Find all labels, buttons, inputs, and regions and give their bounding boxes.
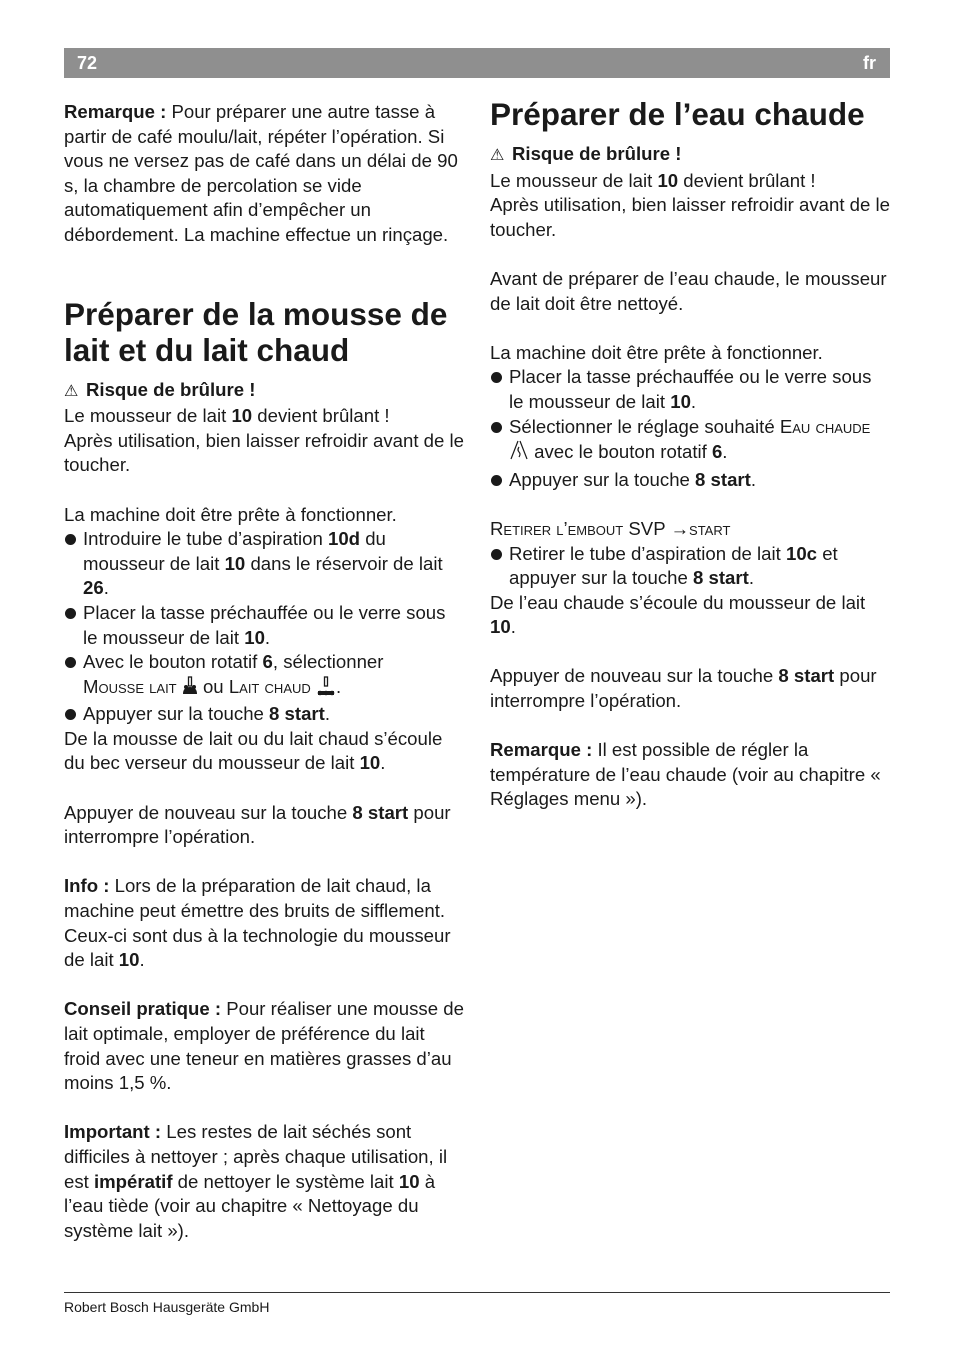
section-heading-milk: Préparer de la mousse de lait et du lait chaud (64, 295, 448, 368)
footer-company: Robert Bosch Hausgeräte GmbH (64, 1299, 270, 1315)
display-text-eau-chaude: Eau chaude (779, 415, 871, 437)
important-paragraph: Important : Les restes de lait séchés sont difficiles à nettoyer ; après chaque utilisation, il est impératif de nettoyer le système lait 10 à l’eau tiède (voir au chapitre « Nettoyage du système lait »). (64, 1121, 448, 1241)
flow-text: De l’eau chaude s’écoule du mousseur de lait 10. (490, 591, 866, 638)
remark-paragraph: Remarque : Il est possible de régler la température de l’eau chaude (voir au chapitre « Réglages menu »). (490, 739, 881, 810)
list-item: Placer la tasse préchauffée ou le verre sous le mousseur de lait 10. (490, 365, 890, 414)
display-message: Retirer l’embout SVP →start (490, 517, 731, 539)
warning-text: Le mousseur de lait 10 devient brûlant ! Après utilisation, bien laisser refroidir avant de le toucher. (64, 405, 464, 476)
stop-text: Appuyer de nouveau sur la touche 8 start pour interrompre l’opération. (490, 665, 877, 712)
list-item: Placer la tasse préchauffée ou le verre sous le mousseur de lait 10. (64, 601, 464, 650)
page-number: 72 (77, 53, 98, 73)
warning-triangle-icon: ⚠ (64, 382, 79, 400)
steps-list-2 (490, 542, 890, 591)
footer-divider (64, 1292, 890, 1293)
language-code: fr (863, 53, 876, 73)
ready-text: La machine doit être prête à fonctionner. (490, 341, 823, 363)
display-text-mousse-lait: Mousse lait (83, 675, 177, 697)
warning-text: Le mousseur de lait 10 devient brûlant ! Après utilisation, bien laisser refroidir avant de le toucher. (490, 169, 890, 240)
list-item: Appuyer sur la touche 8 start. (490, 468, 890, 493)
steps-list (64, 527, 464, 727)
flow-text: De la mousse de lait ou du lait chaud s’écoule du bec verseur du mousseur de lait 10. (64, 727, 443, 774)
section-heading-hot-water: Préparer de l’eau chaude (490, 96, 865, 132)
clean-text: Avant de préparer de l’eau chaude, le mousseur de lait doit être nettoyé. (490, 267, 887, 314)
info-paragraph: Info : Lors de la préparation de lait chaud, la machine peut émettre des bruits de sifflement. Ceux-ci sont dus à la technologie du mousseur de lait 10. (64, 875, 451, 971)
milk-foam-icon (182, 676, 198, 703)
left-column (64, 100, 464, 1243)
remark-paragraph (64, 100, 464, 248)
list-item: Sélectionner le réglage souhaité Eau chaude avec le bouton rotatif 6. (490, 415, 890, 468)
warning-title: ⚠ Risque de brûlure ! (490, 142, 890, 169)
list-item: Retirer le tube d’aspiration de lait 10c et appuyer sur la touche 8 start. (490, 542, 890, 591)
tip-paragraph: Conseil pratique : Pour réaliser une mousse de lait optimale, employer de préférence du lait froid avec une teneur en matières grasses d’au moins 1,5 %. (64, 998, 464, 1094)
list-item: Introduire le tube d’aspiration 10d du mousseur de lait 10 dans le réservoir de lait 26. (64, 527, 464, 601)
remark-label: Remarque : (64, 101, 167, 122)
steps-list (490, 365, 890, 492)
page-header-bar (64, 48, 890, 78)
remark-text: Pour préparer une autre tasse à partir de café moulu/lait, répéter l’opération. Si vous ne versez pas de café dans un délai de 90 s, la chambre de percolation se vide automatiquement afin d’empêcher un débordement. La machine effectue un rinçage. (64, 101, 458, 245)
hot-milk-icon (316, 676, 336, 703)
warning-triangle-icon: ⚠ (490, 147, 505, 164)
list-item: Avec le bouton rotatif 6, sélectionner Mousse lait ou Lait chaud . (64, 650, 464, 702)
stop-text: Appuyer de nouveau sur la touche 8 start pour interrompre l’opération. (64, 801, 451, 848)
display-text-lait-chaud: Lait chaud (228, 675, 311, 697)
right-column (490, 96, 890, 812)
hot-water-icon (509, 439, 529, 468)
list-item: Appuyer sur la touche 8 start. (64, 702, 464, 727)
warning-title: ⚠ Risque de brûlure ! (64, 378, 464, 405)
ready-text: La machine doit être prête à fonctionner. (64, 503, 397, 525)
